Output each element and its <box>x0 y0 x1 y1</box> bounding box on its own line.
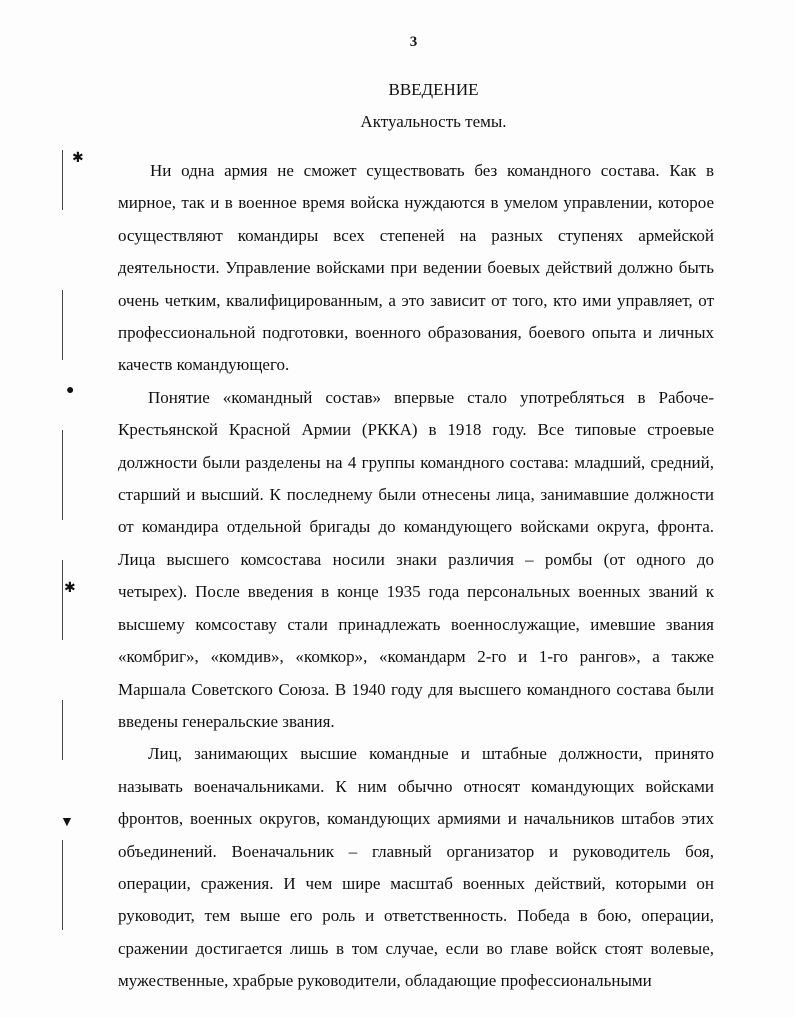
paragraph: Понятие «командный состав» впервые стало употребляться в Рабоче-Крестьянской Красной Армии (РККА) в 1918 году. Все типовые строевые должности были разделены на 4 группы командного состава: младший, средний, старший и высший. К последнему были отнесены лица, занимавшие должности от командира отдельной бригады до командующего войсками округа, фронта. Лица высшего комсостава носили знаки различия – ромбы (от одного до четырех). После введения в конце 1935 года персональных военных званий к высшему комсоставу стали принадлежать военнослужащие, имевшие звания «комбриг», «комдив», «комкор», «командарм 2-го и 1-го рангов», а также Маршала Советского Союза. В 1940 году для высшего командного состава были введены генеральские звания. <box>118 387 714 731</box>
paragraph: Ни одна армия не сможет существовать без командного состава. Как в мирное, так и в военное время войска нуждаются в умелом управлении, которое осуществляют командиры всех степеней на разных ступенях армейской деятельности. Управление войсками при ведении боевых действий должно быть очень четким, квалифицированным, а это зависит от того, кто ими управляет, от профессиональной подготовки, военного образования, боевого опыта и личных качеств командующего. <box>118 161 714 375</box>
binding-hole-mark: ● <box>66 383 75 398</box>
binding-hole-mark: ✱ <box>72 151 84 166</box>
binding-edge-line <box>62 700 63 760</box>
binding-edge-line <box>62 430 63 520</box>
paragraph: Лиц, занимающих высшие командные и штабные должности, принято называть военачальниками. К ним обычно относят командующих войсками фронтов, военных округов, командующих армиями и начальников штабов этих объединений. Военачальник – главный организатор и руководитель боя, операции, сражения. И чем шире масштаб военных действий, которыми он руководит, тем выше его роль и ответственность. Победа в бою, операции, сражении достигается лишь в том случае, если во главе войск стоят волевые, мужественные, храбрые руководители, обладающие профессиональными <box>118 744 714 991</box>
page-title: ВВЕДЕНИЕ <box>388 80 479 99</box>
binding-edge-line <box>62 150 63 210</box>
binding-hole-mark: ✱ <box>64 581 76 596</box>
section-subtitle: Актуальность темы. <box>360 112 507 131</box>
binding-hole-mark: ▼ <box>60 815 74 830</box>
body-text <box>118 155 714 998</box>
page-number: 3 <box>409 34 418 50</box>
binding-edge-line <box>62 840 63 930</box>
binding-edge-line <box>62 560 63 640</box>
binding-edge-line <box>62 290 63 360</box>
